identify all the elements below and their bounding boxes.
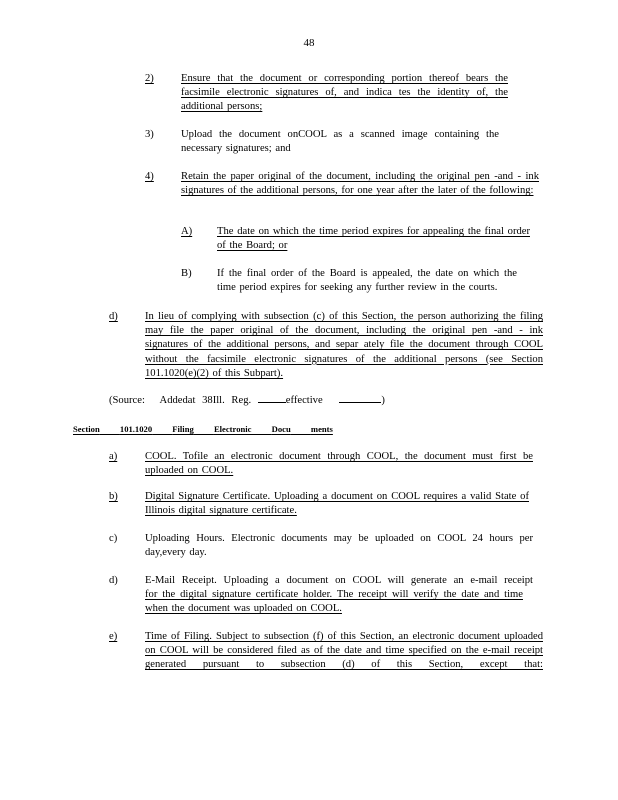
subsection-e-text: Time of Filing. Subject to subsection (f) of this Section, an electronic document uploaded on COOL will be considered filed as of the date and time specified on the e-mail receipt generated pursuant to subsection (d) of this Section, except that:	[145, 631, 543, 671]
item-2-text: Ensure that the document or corresponding portion thereof bears the facsimile electronic signatures of, and indica tes the identity of, the additional persons;	[181, 73, 508, 113]
section-label: Section	[73, 424, 100, 434]
section-title-4: ments	[310, 424, 333, 434]
subsection-d-text-1: E-Mail Receipt. Uploading a document on COOL will generate an e-mail receipt	[145, 575, 533, 586]
source-reg: Reg.	[231, 395, 252, 406]
source-blank-1	[258, 393, 286, 403]
source-open: (Source:	[109, 395, 145, 406]
source-effective: effective	[285, 395, 323, 406]
subsection-c-text: Uploading Hours. Electronic documents may be uploaded on COOL 24 hours per day,every day.	[145, 533, 533, 559]
item-3-text: Upload the document onCOOL as a scanned image containing the necessary signatures; and	[181, 129, 499, 155]
subsection-c-marker: c)	[109, 533, 118, 544]
section-heading	[73, 422, 333, 436]
subsection-a-marker: a)	[109, 451, 118, 462]
subsection-b-text: Digital Signature Certificate. Uploading a document on COOL requires a valid State of Illinois digital signature certificate.	[145, 491, 529, 517]
section-title-1: Filing	[172, 424, 194, 434]
item-3-marker: 3)	[145, 129, 154, 140]
item-2-marker: 2)	[145, 73, 154, 84]
source-volume: 38Ill.	[202, 395, 225, 406]
source-note	[109, 393, 385, 408]
subsection-a-text: COOL. Tofile an electronic document through COOL, the document must first be uploaded on COOL.	[145, 451, 533, 477]
item-d-text: In lieu of complying with subsection (c) of this Section, the person authorizing the filing may file the paper original of the document, including the original pen -and - ink signatures of the additional persons, and separ ately file the document through COOL without the facsimile electronic signatures of the additional persons (see Section 101.1020(e)(2) of this Subpart).	[145, 311, 543, 379]
source-close: )	[381, 395, 385, 406]
source-added: Addedat	[159, 395, 196, 406]
subsection-b-marker: b)	[109, 491, 118, 502]
subsection-e-marker: e)	[109, 631, 118, 642]
section-number: 101.1020	[119, 424, 153, 434]
item-4-text: Retain the paper original of the document, including the original pen -and - ink signatures of the additional persons, for one year after the later of the following:	[181, 171, 539, 197]
source-blank-2	[339, 393, 381, 403]
item-4-marker: 4)	[145, 171, 154, 182]
subsection-d-marker: d)	[109, 575, 118, 586]
subsection-d-text-2: for the digital signature certificate holder. The receipt will verify the date and time when the document was uploaded on COOL.	[145, 589, 523, 615]
item-a-text: The date on which the time period expires for appealing the final order of the Board; or	[217, 226, 530, 252]
item-b-marker: B)	[181, 268, 192, 279]
section-title-2: Electronic	[213, 424, 252, 434]
item-a-marker: A)	[181, 226, 193, 237]
item-b-text: If the final order of the Board is appealed, the date on which the time period expires for seeking any further review in the courts.	[217, 268, 517, 294]
page-number: 48	[303, 37, 315, 49]
item-d-marker: d)	[109, 311, 118, 322]
section-title-3: Docu	[271, 424, 291, 434]
